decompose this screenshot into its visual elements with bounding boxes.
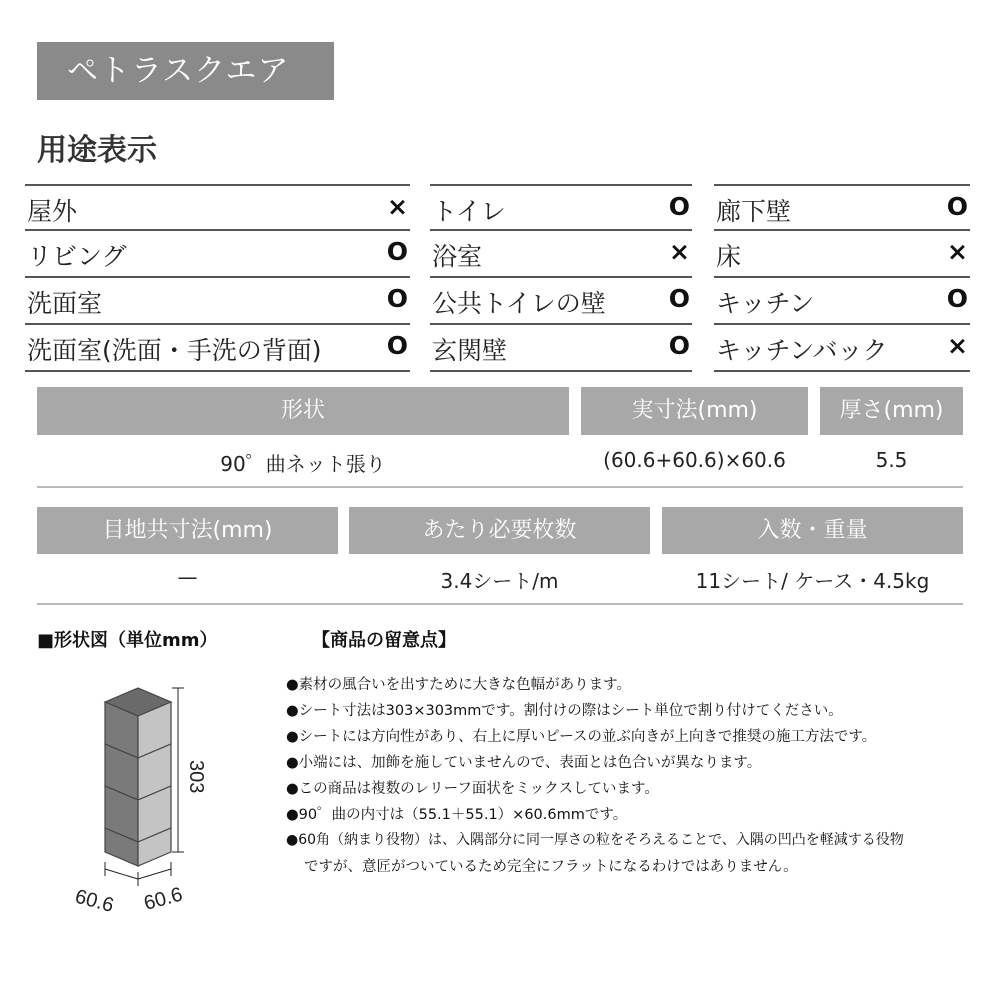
usage-row (430, 231, 692, 278)
usage-mark: × (947, 331, 968, 360)
usage-row (430, 278, 692, 325)
usage-row (25, 278, 410, 325)
usage-mark: O (668, 284, 690, 313)
usage-label: キッチン (716, 289, 815, 318)
note-item: ●素材の風合いを出すために大きな色幅があります。 (286, 677, 631, 693)
usage-row (714, 184, 970, 231)
spec-value-weight: 11シート/ ケース・4.5kg (695, 569, 930, 593)
usage-row (25, 184, 410, 231)
product-title: ペトラスクエア (37, 42, 334, 100)
height-label: 303 (185, 760, 207, 794)
spec-value-sheets: 3.4シート/m (440, 569, 559, 593)
usage-label: トイレ (432, 197, 506, 226)
usage-label: 屋外 (27, 197, 78, 226)
spec-value-thickness: 5.5 (875, 448, 908, 472)
usage-label: 玄関壁 (432, 336, 508, 365)
note-item: ●シート寸法は303×303mmです。割付けの際はシート単位で割り付けてください。 (286, 703, 843, 719)
usage-row (430, 184, 692, 231)
width-label-right: 60.6 (141, 883, 185, 915)
notes-title: 【商品の留意点】 (312, 630, 456, 651)
usage-mark: O (668, 192, 690, 221)
usage-row (430, 325, 692, 372)
usage-label: 浴室 (432, 242, 483, 271)
figure-title: ■形状図（単位mm） (37, 630, 218, 651)
spec-header-thickness: 厚さ(mm) (820, 387, 963, 435)
spec-header-sheets: あたり必要枚数 (349, 507, 650, 554)
note-item: ですが、意匠がついているため完全にフラットになるわけではありません。 (304, 859, 798, 875)
usage-row (25, 231, 410, 278)
usage-row (714, 231, 970, 278)
usage-mark: × (669, 237, 690, 266)
divider (37, 486, 963, 488)
usage-heading: 用途表示 (37, 133, 157, 168)
note-item: ●この商品は複数のレリーフ面状をミックスしています。 (286, 781, 659, 797)
spec-value-size: (60.6+60.6)×60.6 (603, 448, 786, 472)
corner-tile-diagram (60, 680, 240, 920)
usage-mark: × (387, 192, 408, 221)
usage-label: 洗面室(洗面・手洗の背面) (27, 336, 322, 365)
note-item: ●90゜曲の内寸は（55.1＋55.1）×60.6mmです。 (286, 807, 628, 823)
usage-label: 洗面室 (27, 289, 103, 318)
usage-mark: O (946, 284, 968, 313)
usage-mark: × (947, 237, 968, 266)
usage-mark: O (386, 237, 408, 266)
note-item: ●小端には、加飾を施していませんので、表面とは色合いが異なります。 (286, 755, 762, 771)
usage-mark: O (668, 331, 690, 360)
width-label-left: 60.6 (72, 885, 117, 917)
usage-row (714, 325, 970, 372)
spec-header-weight: 入数・重量 (662, 507, 963, 554)
usage-label: リビング (27, 242, 127, 271)
spec-header-shape: 形状 (37, 387, 569, 435)
spec-header-size: 実寸法(mm) (581, 387, 808, 435)
usage-mark: O (946, 192, 968, 221)
spec-header-joint: 目地共寸法(mm) (37, 507, 338, 554)
spec-value-joint: — (177, 565, 198, 589)
spec-value-shape: 90゜曲ネット張り (220, 452, 386, 476)
note-item: ●60角（納まり役物）は、入隅部分に同一厚さの粒をそろえることで、入隅の凹凸を軽減する役物 (286, 832, 904, 848)
usage-row (25, 325, 410, 372)
note-item: ●シートには方向性があり、右上に厚いピースの並ぶ向きが上向きで推奨の施工方法です。 (286, 729, 877, 745)
usage-mark: O (386, 331, 408, 360)
divider (37, 603, 963, 605)
usage-label: 廊下壁 (716, 197, 792, 226)
usage-row (714, 278, 970, 325)
usage-label: キッチンバック (716, 336, 888, 365)
usage-label: 床 (716, 242, 742, 271)
usage-mark: O (386, 284, 408, 313)
usage-label: 公共トイレの壁 (432, 289, 606, 318)
